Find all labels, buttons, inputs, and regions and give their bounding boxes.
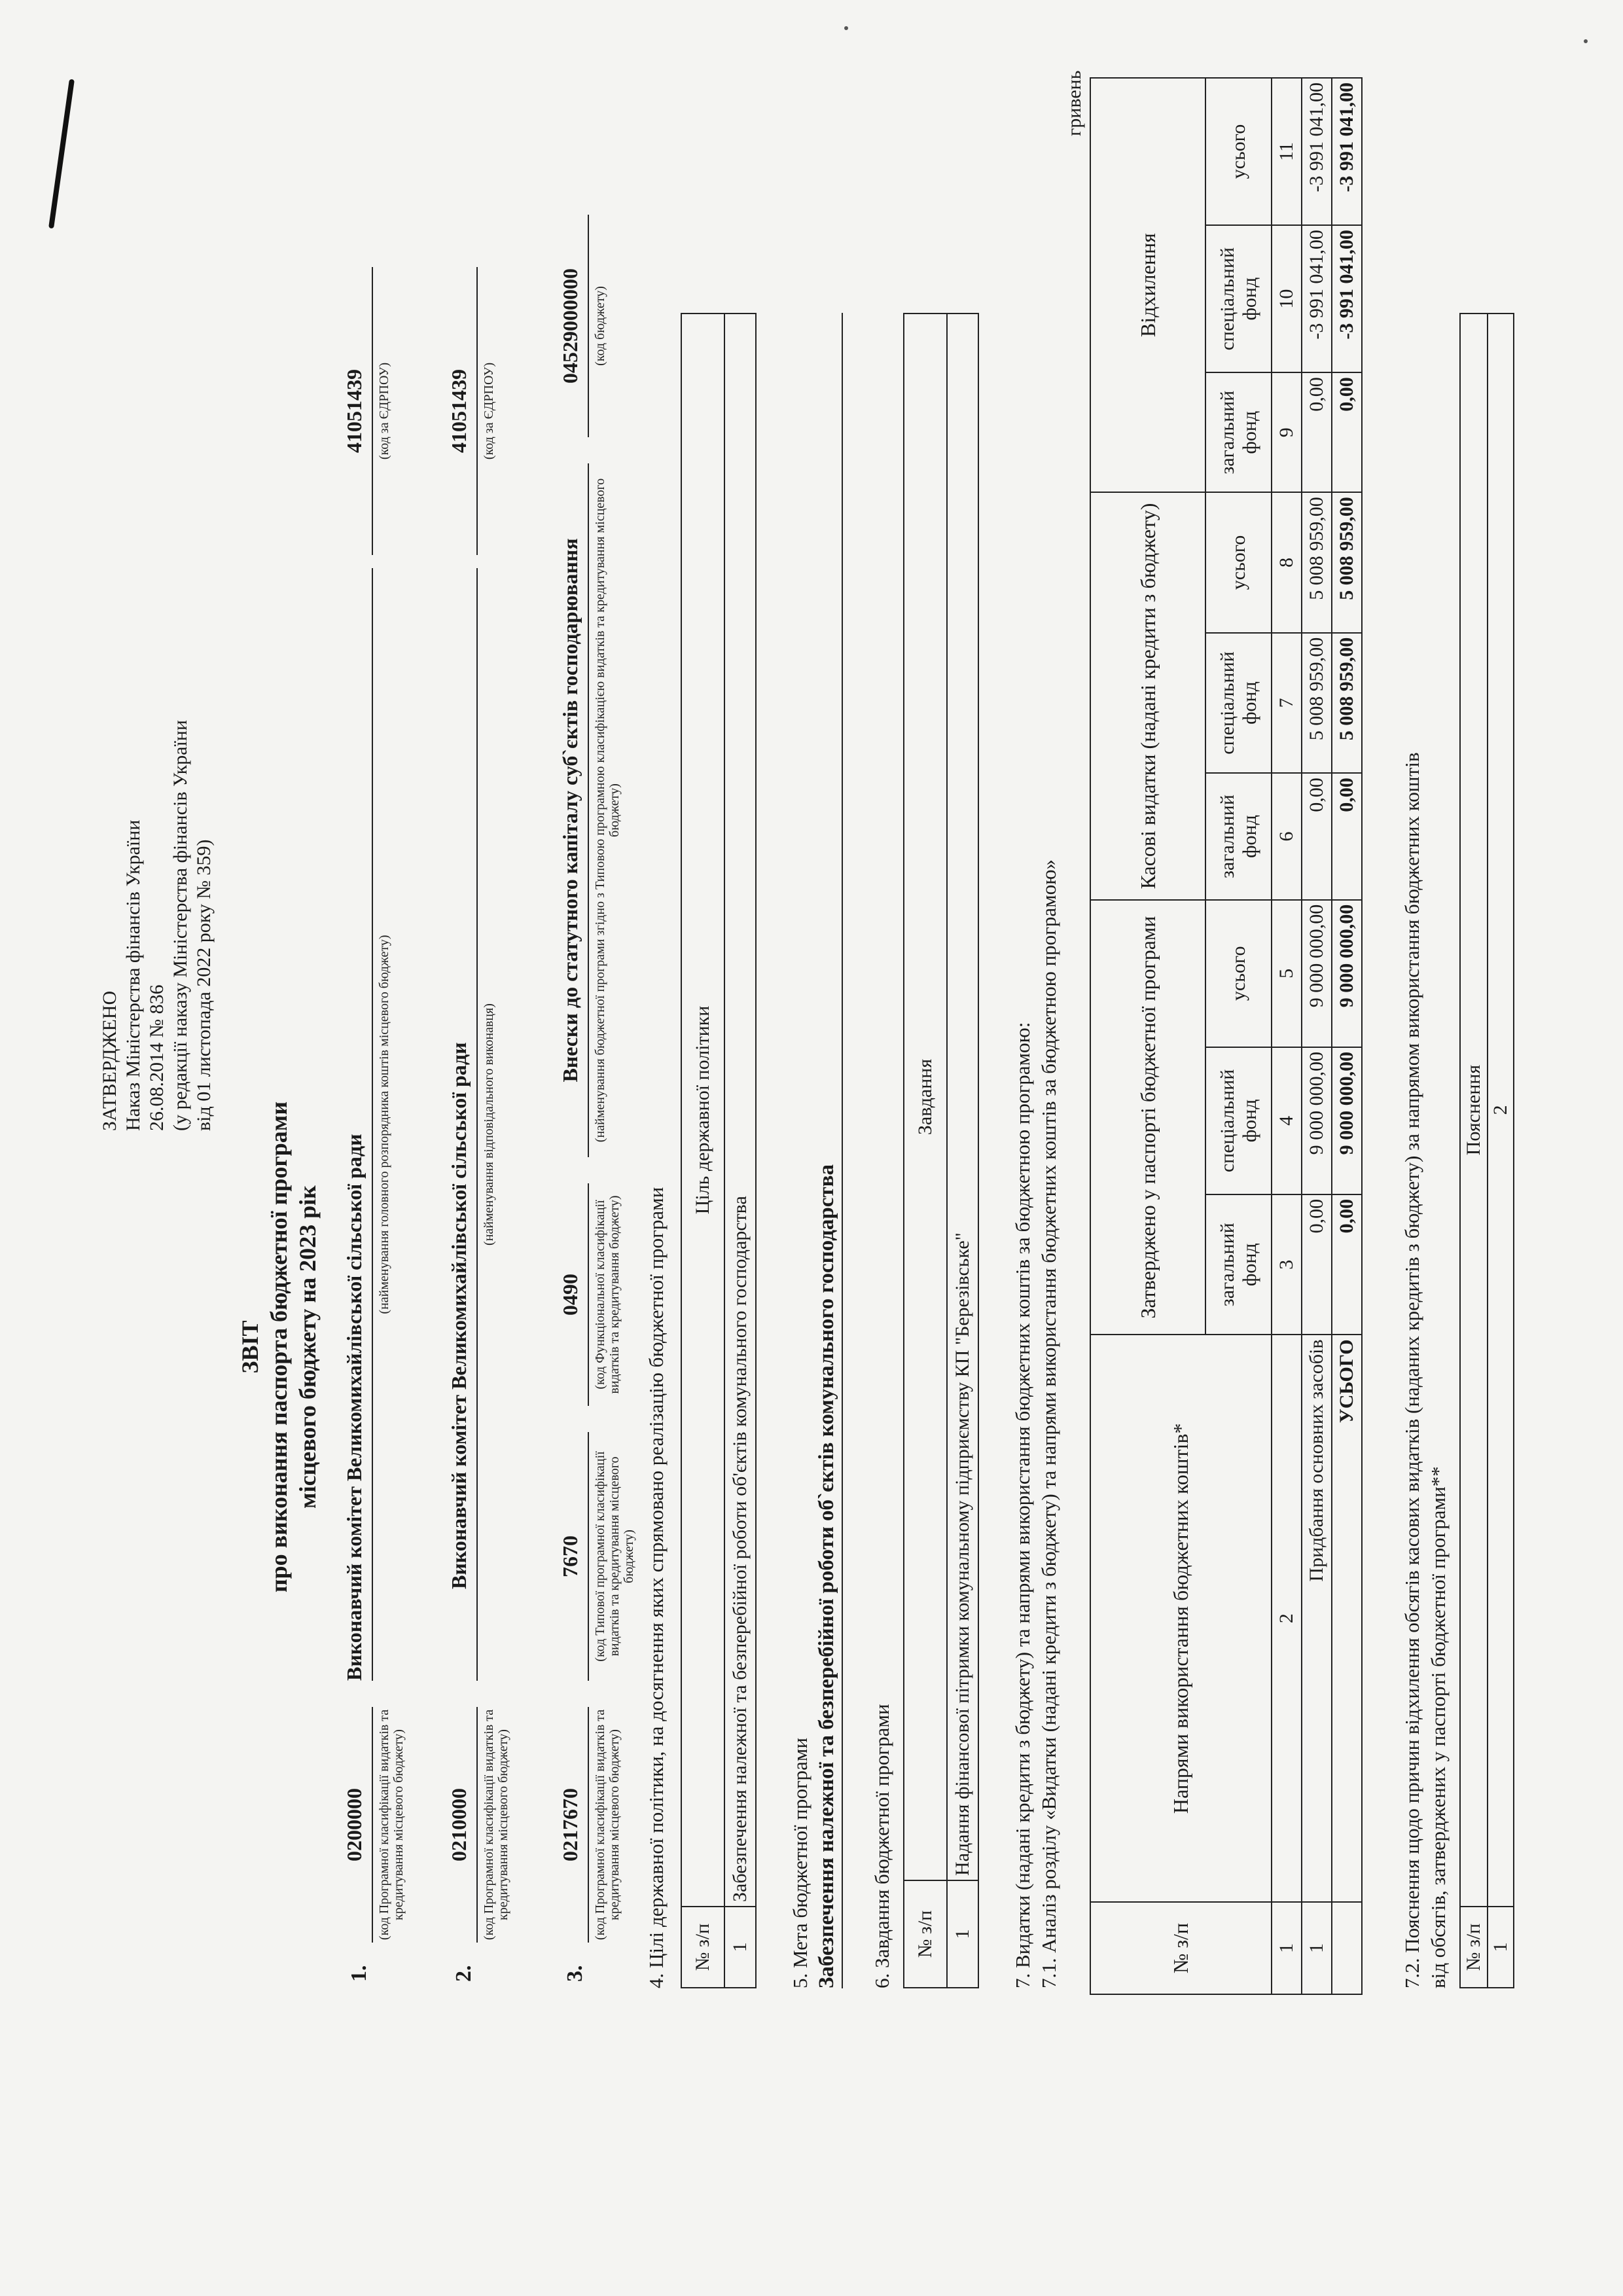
program-code-caption: (код Програмної класифікації видатків та кредитування місцевого бюджету) bbox=[377, 1709, 406, 1941]
cell-value: 0,00 bbox=[1302, 372, 1332, 492]
cell-value: 0,00 bbox=[1302, 1194, 1332, 1335]
subheader-special: спеціальний фонд bbox=[1205, 225, 1272, 372]
table-header-row bbox=[1090, 78, 1205, 1994]
edrpou-code: 41051439 bbox=[445, 267, 478, 555]
edrpou-caption: (код за ЄДРПОУ) bbox=[482, 362, 496, 460]
col-number: 6 bbox=[1272, 773, 1302, 900]
subheader-general: загальний фонд bbox=[1205, 773, 1272, 900]
approved-line: (у редакції наказу Міністерства фінансів України bbox=[169, 720, 191, 1131]
cell-total-value: 9 000 000,00 bbox=[1332, 900, 1362, 1047]
subheader-general: загальний фонд bbox=[1205, 1194, 1272, 1335]
cell-value: -3 991 041,00 bbox=[1302, 78, 1332, 225]
cell-total-value: 5 008 959,00 bbox=[1332, 633, 1362, 774]
title-line: про виконання паспорта бюджетної програми bbox=[266, 1101, 292, 1593]
col-number: 10 bbox=[1272, 225, 1302, 372]
subheader-total: усього bbox=[1205, 78, 1272, 225]
subheader-general: загальний фонд bbox=[1205, 372, 1272, 492]
edrpou-code: 41051439 bbox=[340, 267, 373, 555]
table-header-row bbox=[904, 314, 947, 1988]
cell-num-empty bbox=[1332, 1902, 1362, 1994]
edrpou-cell bbox=[445, 267, 496, 555]
program-code-caption: (код Програмної класифікації видатків та кредитування місцевого бюджету) bbox=[482, 1709, 510, 1941]
header-cell-direction: Напрями використання бюджетних коштів* bbox=[1090, 1335, 1272, 1902]
approved-line: від 01 листопада 2022 року № 359) bbox=[193, 839, 215, 1131]
col-number: 7 bbox=[1272, 633, 1302, 774]
cell-num: 1 bbox=[1302, 1902, 1332, 1994]
cell-total-value: 0,00 bbox=[1332, 773, 1362, 900]
title-line: ЗВІТ bbox=[237, 1320, 263, 1374]
manager-name-cell bbox=[340, 568, 391, 1681]
subheader-total: усього bbox=[1205, 492, 1272, 633]
col-number: 2 bbox=[1272, 1335, 1302, 1902]
approved-line: ЗАТВЕРДЖЕНО bbox=[99, 990, 120, 1131]
approval-stamp-block bbox=[98, 634, 216, 1131]
typical-code: 7670 bbox=[556, 1432, 589, 1681]
total-row bbox=[1332, 78, 1362, 1994]
program-code-cell bbox=[445, 1707, 510, 1943]
cell-value: 5 008 959,00 bbox=[1302, 492, 1332, 633]
col-number: 8 bbox=[1272, 492, 1302, 633]
program-name: Внески до статутного капіталу суб`єктів господарювання bbox=[556, 463, 589, 1157]
header-cell-explanation: Пояснення bbox=[1460, 314, 1488, 1907]
table-row bbox=[947, 314, 978, 1988]
cell-num: 1 bbox=[1488, 1907, 1514, 1988]
cell-value: -3 991 041,00 bbox=[1302, 225, 1332, 372]
program-code-cell bbox=[556, 1707, 622, 1943]
cell-value: 9 000 000,00 bbox=[1302, 1047, 1332, 1194]
col-number: 11 bbox=[1272, 78, 1302, 225]
manager-name: Виконавчий комітет Великомихайлівської сільської ради bbox=[340, 568, 373, 1681]
cell-total-value: 5 008 959,00 bbox=[1332, 492, 1362, 633]
program-code-caption: (код Програмної класифікації видатків та кредитування місцевого бюджету) bbox=[593, 1709, 622, 1941]
table-row bbox=[724, 314, 756, 1988]
header-cell-task: Завдання bbox=[904, 314, 947, 1880]
cell-value: 5 008 959,00 bbox=[1302, 633, 1332, 774]
section4-heading: 4. Цілі державної політики, на досягнення яких спрямовано реалізацію бюджетної програми bbox=[645, 1187, 668, 1988]
subheader-total: усього bbox=[1205, 900, 1272, 1047]
header-cell-deviation: Відхилення bbox=[1090, 78, 1205, 492]
header-cell-num: № з/п bbox=[1460, 1907, 1488, 1988]
program-goal-text: Забезпечення належної та безперебійної роботи об`єктів комунального господарства bbox=[815, 313, 843, 1988]
section72-heading-cont: від обсягів, затверджених у паспорті бюджетної програми** bbox=[1427, 1466, 1450, 1988]
cell-total-label: УСЬОГО bbox=[1332, 1335, 1362, 1902]
table-row bbox=[1302, 78, 1332, 1994]
edrpou-cell bbox=[340, 267, 391, 555]
report-title bbox=[236, 856, 322, 1838]
cell-total-value: 0,00 bbox=[1332, 1194, 1362, 1335]
executor-name: Виконавчий комітет Великомихайлівської сільської ради bbox=[445, 568, 478, 1681]
approved-line: Наказ Міністерства фінансів України bbox=[122, 819, 144, 1131]
deviation-explanation-table bbox=[1459, 313, 1514, 1988]
col-number: 4 bbox=[1272, 1047, 1302, 1194]
currency-unit: гривень bbox=[1063, 70, 1085, 136]
budget-code-cell bbox=[556, 215, 607, 437]
subheader-special: спеціальний фонд bbox=[1205, 633, 1272, 774]
typical-code-caption: (код Типової програмної класифікації видатків та кредитування місцевого бюджету) bbox=[593, 1451, 636, 1662]
row-number: 2. bbox=[452, 1965, 476, 1982]
edrpou-caption: (код за ЄДРПОУ) bbox=[377, 362, 391, 460]
header-cell-cash: Касові видатки (надані кредити з бюджету) bbox=[1090, 492, 1205, 900]
section6-heading: 6. Завдання бюджетної програми bbox=[870, 1704, 893, 1988]
row-number: 1. bbox=[347, 1965, 371, 1982]
program-name-cell bbox=[556, 463, 622, 1157]
header-cell-approved: Затверджено у паспорті бюджетної програми bbox=[1090, 900, 1205, 1335]
cell-num: 1 bbox=[947, 1880, 978, 1988]
title-line: місцевого бюджету на 2023 рік bbox=[294, 1185, 321, 1509]
section7-heading: 7. Видатки (надані кредити з бюджету) та напрями використання бюджетних коштів за бюджетною програмою: bbox=[1011, 1022, 1034, 1988]
section71-heading: 7.1. Аналіз розділу «Видатки (надані кредити з бюджету) та напрями використання бюджетних коштів за бюджетною програмою» bbox=[1037, 859, 1060, 1988]
typical-code-cell bbox=[556, 1432, 636, 1681]
cell-total-value: -3 991 041,00 bbox=[1332, 78, 1362, 225]
table-row bbox=[1488, 314, 1514, 1988]
functional-code-caption: (код Функціональної класифікації видатків та кредитування бюджету) bbox=[593, 1195, 622, 1394]
budget-code-caption: (код бюджету) bbox=[593, 286, 607, 366]
section5-heading: 5. Мета бюджетної програми bbox=[789, 1737, 812, 1988]
header-cell-goal: Ціль державної політики bbox=[681, 314, 724, 1907]
col-number: 9 bbox=[1272, 372, 1302, 492]
row-number: 3. bbox=[563, 1965, 587, 1982]
cell-direction: Придбання основних засобів bbox=[1302, 1335, 1332, 1902]
program-code-cell bbox=[340, 1707, 406, 1943]
cell-goal: Забезпечення належної та безперебійної роботи об'єктів комунального господарства bbox=[724, 314, 756, 1907]
manager-name-caption: (найменування головного розпорядника коштів місцевого бюджету) bbox=[377, 935, 391, 1314]
program-tasks-table bbox=[903, 313, 979, 1988]
cell-value: 0,00 bbox=[1302, 773, 1332, 900]
col-number: 1 bbox=[1272, 1902, 1302, 1994]
col-number: 3 bbox=[1272, 1194, 1302, 1335]
program-code: 0210000 bbox=[445, 1707, 478, 1943]
column-number-row bbox=[1272, 78, 1302, 1994]
cell-total-value: -3 991 041,00 bbox=[1332, 225, 1362, 372]
executor-name-caption: (найменування відповідального виконавця) bbox=[482, 1003, 496, 1246]
section72-heading: 7.2. Пояснення щодо причин відхилення обсягів касових видатків (наданих кредитів з бюджету) за напрямом використання бюджетних коштів bbox=[1400, 752, 1423, 1988]
policy-goals-table bbox=[681, 313, 757, 1988]
table-header-row bbox=[1460, 314, 1488, 1988]
cell-total-value: 0,00 bbox=[1332, 372, 1362, 492]
header-cell-num: № з/п bbox=[904, 1880, 947, 1988]
cell-num: 1 bbox=[724, 1907, 756, 1988]
executor-name-cell bbox=[445, 568, 496, 1681]
program-name-caption: (найменування бюджетної програми згідно з Типовою програмною класифікацією видатків та кредитування місцевого бюджету) bbox=[593, 478, 622, 1143]
program-code: 0217670 bbox=[556, 1707, 589, 1943]
budget-code: 04529000000 bbox=[556, 215, 589, 437]
approved-line: 26.08.2014 № 836 bbox=[146, 984, 168, 1131]
subheader-special: спеціальний фонд bbox=[1205, 1047, 1272, 1194]
header-cell-num: № з/п bbox=[681, 1907, 724, 1988]
cell-explanation: 2 bbox=[1488, 314, 1514, 1907]
table-header-row bbox=[681, 314, 724, 1988]
functional-code-cell bbox=[556, 1183, 622, 1406]
header-cell-num: № з/п bbox=[1090, 1902, 1272, 1994]
col-number: 5 bbox=[1272, 900, 1302, 1047]
functional-code: 0490 bbox=[556, 1183, 589, 1406]
expenditure-analysis-table bbox=[1090, 77, 1363, 1995]
program-code: 0200000 bbox=[340, 1707, 373, 1943]
cell-total-value: 9 000 000,00 bbox=[1332, 1047, 1362, 1194]
cell-value: 9 000 000,00 bbox=[1302, 900, 1332, 1047]
cell-task: Надання фінансової пітримки комунальному підприємству КП "Березівське" bbox=[947, 314, 978, 1880]
